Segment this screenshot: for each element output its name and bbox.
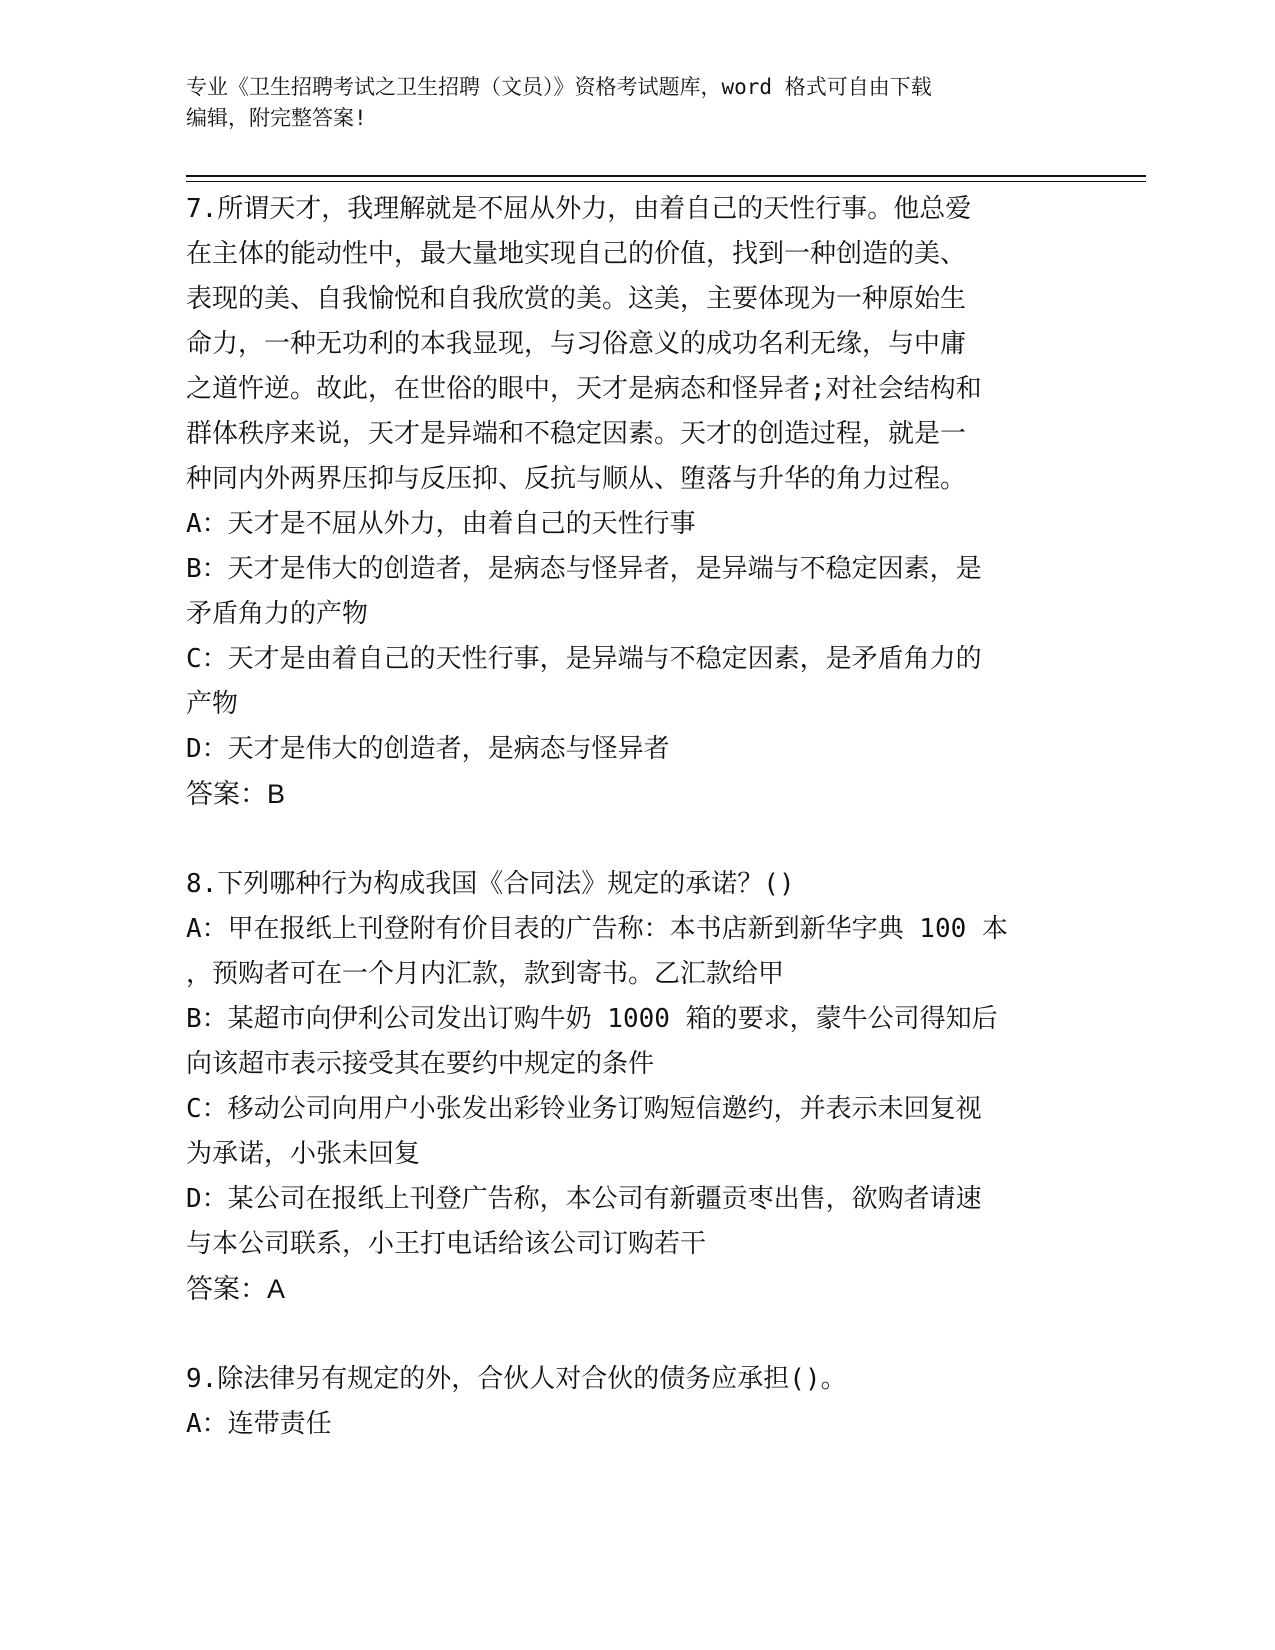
question-spacer: [186, 1312, 1066, 1357]
option-line: B：天才是伟大的创造者，是病态与怪异者，是异端与不稳定因素，是: [186, 554, 982, 584]
answer-line: 答案：A: [186, 1274, 286, 1304]
option-line: 向该超市表示接受其在要约中规定的条件: [186, 1049, 655, 1079]
question-list: [186, 187, 1066, 1447]
question-stem-line: 种同内外两界压抑与反压抑、反抗与顺从、堕落与升华的角力过程。: [186, 464, 967, 494]
header-line-1: 专业《卫生招聘考试之卫生招聘（文员）》资格考试题库，word 格式可自由下载: [186, 75, 932, 99]
option-line: A：甲在报纸上刊登附有价目表的广告称：本书店新到新华字典 100 本: [186, 914, 1008, 944]
question-7: [186, 187, 1066, 817]
question-stem-line: 9.除法律另有规定的外，合伙人对合伙的债务应承担()。: [186, 1364, 847, 1394]
question-stem-line: 之道忤逆。故此，在世俗的眼中，天才是病态和怪异者;对社会结构和: [186, 374, 982, 404]
question-stem-line: 命力，一种无功利的本我显现，与习俗意义的成功名利无缘，与中庸: [186, 329, 967, 359]
page-header: [186, 72, 1086, 134]
question-stem-line: 表现的美、自我愉悦和自我欣赏的美。这美，主要体现为一种原始生: [186, 284, 967, 314]
question-8: [186, 862, 1066, 1312]
header-line-2: 编辑，附完整答案!: [186, 106, 367, 130]
option-line: ，预购者可在一个月内汇款，款到寄书。乙汇款给甲: [186, 959, 785, 989]
question-9: [186, 1357, 1066, 1447]
option-line: D：某公司在报纸上刊登广告称，本公司有新疆贡枣出售，欲购者请速: [186, 1184, 982, 1214]
option-line: B：某超市向伊利公司发出订购牛奶 1000 箱的要求，蒙牛公司得知后: [186, 1004, 998, 1034]
option-line: 为承诺，小张未回复: [186, 1139, 421, 1169]
option-line: D：天才是伟大的创造者，是病态与怪异者: [186, 734, 670, 764]
option-line: A：天才是不屈从外力，由着自己的天性行事: [186, 509, 696, 539]
option-line: 产物: [186, 689, 239, 719]
header-divider-thin: [186, 181, 1146, 182]
option-line: 与本公司联系，小王打电话给该公司订购若干: [186, 1229, 707, 1259]
question-spacer: [186, 817, 1066, 862]
option-line: C：移动公司向用户小张发出彩铃业务订购短信邀约，并表示未回复视: [186, 1094, 982, 1124]
option-line: 矛盾角力的产物: [186, 599, 369, 629]
question-stem-line: 群体秩序来说，天才是异端和不稳定因素。天才的创造过程，就是一: [186, 419, 967, 449]
option-line: C：天才是由着自己的天性行事，是异端与不稳定因素，是矛盾角力的: [186, 644, 982, 674]
question-stem-line: 7.所谓天才，我理解就是不屈从外力，由着自己的天性行事。他总爱: [186, 194, 972, 224]
answer-line: 答案：B: [186, 779, 286, 809]
question-stem-line: 8.下列哪种行为构成我国《合同法》规定的承诺？(): [186, 869, 795, 899]
option-line: A：连带责任: [186, 1409, 332, 1439]
header-divider-thick: [186, 175, 1146, 177]
question-stem-line: 在主体的能动性中，最大量地实现自己的价值，找到一种创造的美、: [186, 239, 967, 269]
